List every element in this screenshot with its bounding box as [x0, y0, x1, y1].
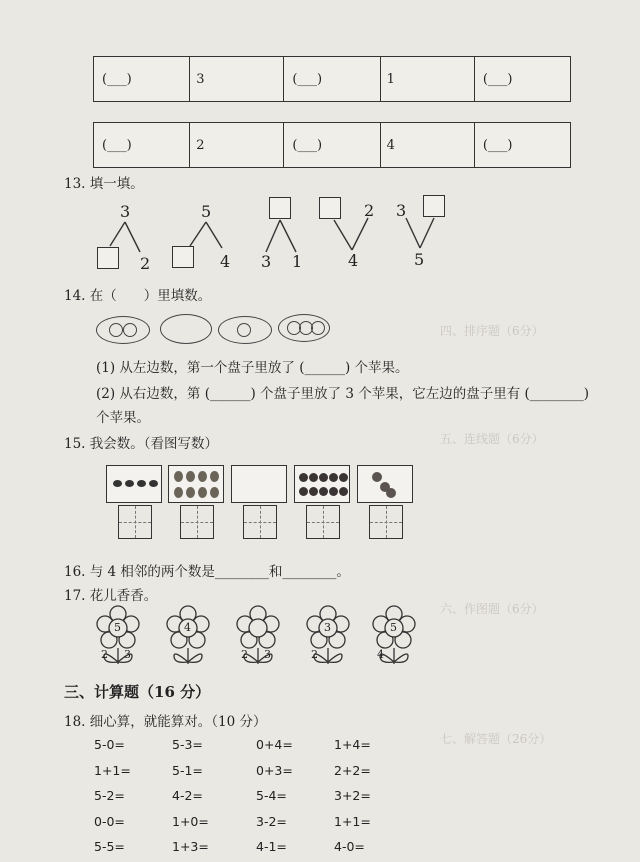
- part-number: 4: [220, 252, 231, 271]
- flower-center[interactable]: [249, 619, 267, 637]
- calc-item[interactable]: 0+3=: [256, 762, 293, 778]
- leaf-number: 4: [377, 648, 384, 661]
- leaf-number: 2: [311, 648, 318, 661]
- leaf[interactable]: [188, 654, 202, 662]
- calc-item[interactable]: 5-2=: [94, 788, 125, 803]
- calc-item[interactable]: 2+2=: [334, 762, 371, 778]
- part-number: 2: [140, 254, 151, 273]
- flower-center-number: 3: [324, 621, 331, 634]
- question-14-title: 14. 在（ ）里填数。: [64, 288, 212, 304]
- whole-number: 3: [120, 202, 131, 221]
- question-18-title: 18. 细心算，就能算对。（10 分）: [64, 714, 267, 730]
- leaf[interactable]: [174, 654, 188, 662]
- leaf-number: 2: [101, 648, 108, 661]
- leaf-number: 3: [124, 648, 131, 661]
- question-14-line-1: (1) 从左边数，第一个盘子里放了 (______) 个苹果。: [96, 360, 409, 376]
- question-15-title: 15. 我会数。（看图写数）: [64, 436, 219, 452]
- table-cell: 4: [381, 123, 475, 167]
- flower-center-number: 5: [390, 621, 397, 634]
- calc-item[interactable]: 1+3=: [172, 839, 209, 854]
- flower-center-number: 5: [114, 621, 121, 634]
- question-14-line-3: 个苹果。: [96, 410, 150, 426]
- calc-item[interactable]: 5-3=: [172, 737, 203, 752]
- bleed-text: 七、解答题（26分）: [440, 732, 552, 746]
- whole-number: 4: [348, 251, 359, 270]
- table-cell: 2: [190, 123, 284, 167]
- part-number: 2: [364, 201, 375, 220]
- answer-blank[interactable]: (___): [94, 123, 190, 167]
- answer-blank[interactable]: (___): [482, 137, 513, 153]
- answer-blank[interactable]: (___): [94, 57, 190, 101]
- calc-item[interactable]: 5-1=: [172, 762, 203, 778]
- answer-blank[interactable]: (___): [482, 71, 513, 87]
- leaf[interactable]: [328, 654, 342, 662]
- calc-item[interactable]: 4-0=: [334, 839, 365, 854]
- question-17-title: 17. 花儿香香。: [64, 588, 158, 604]
- calc-item[interactable]: 5-0=: [94, 737, 125, 752]
- bleed-text: 六、作图题（6分）: [440, 602, 544, 616]
- calc-item[interactable]: 5-5=: [94, 839, 125, 854]
- calc-item[interactable]: 3+2=: [334, 788, 371, 803]
- calc-item[interactable]: 4-1=: [256, 839, 287, 854]
- answer-blank[interactable]: (___): [284, 57, 380, 101]
- calc-item[interactable]: 0+4=: [256, 737, 293, 752]
- calc-item[interactable]: 4-2=: [172, 788, 203, 803]
- part-number: 3: [396, 201, 407, 220]
- section-3-title: 三、计算题（16 分）: [64, 683, 211, 701]
- calc-item[interactable]: 1+1=: [94, 762, 131, 778]
- table-cell: 1: [381, 57, 475, 101]
- bleed-text: 五、连线题（6分）: [440, 432, 544, 446]
- calc-item[interactable]: 1+4=: [334, 737, 371, 752]
- question-14-line-2: (2) 从右边数，第 (______) 个盘子里放了 3 个苹果，它左边的盘子里有 (________): [96, 386, 590, 402]
- part-number: 3: [261, 252, 272, 271]
- calc-item[interactable]: 0-0=: [94, 813, 125, 829]
- calc-item[interactable]: 1+0=: [172, 813, 209, 829]
- calc-item[interactable]: 5-4=: [256, 788, 287, 803]
- flower-center-number: 4: [184, 621, 191, 634]
- answer-blank[interactable]: (___): [284, 123, 380, 167]
- leaf[interactable]: [394, 654, 408, 662]
- whole-number: 5: [201, 202, 212, 221]
- whole-number: 5: [414, 250, 425, 269]
- leaf-number: 2: [241, 648, 248, 661]
- calc-item[interactable]: 1+1=: [334, 813, 371, 829]
- leaf-number: 3: [264, 648, 271, 661]
- part-number: 1: [292, 252, 303, 271]
- table-cell: 3: [190, 57, 284, 101]
- calc-item[interactable]: 3-2=: [256, 813, 287, 829]
- question-13-title: 13. 填一填。: [64, 176, 144, 192]
- bleed-text: 四、排序题（6分）: [440, 324, 544, 338]
- question-16: 16. 与 4 相邻的两个数是________和________。: [64, 564, 350, 580]
